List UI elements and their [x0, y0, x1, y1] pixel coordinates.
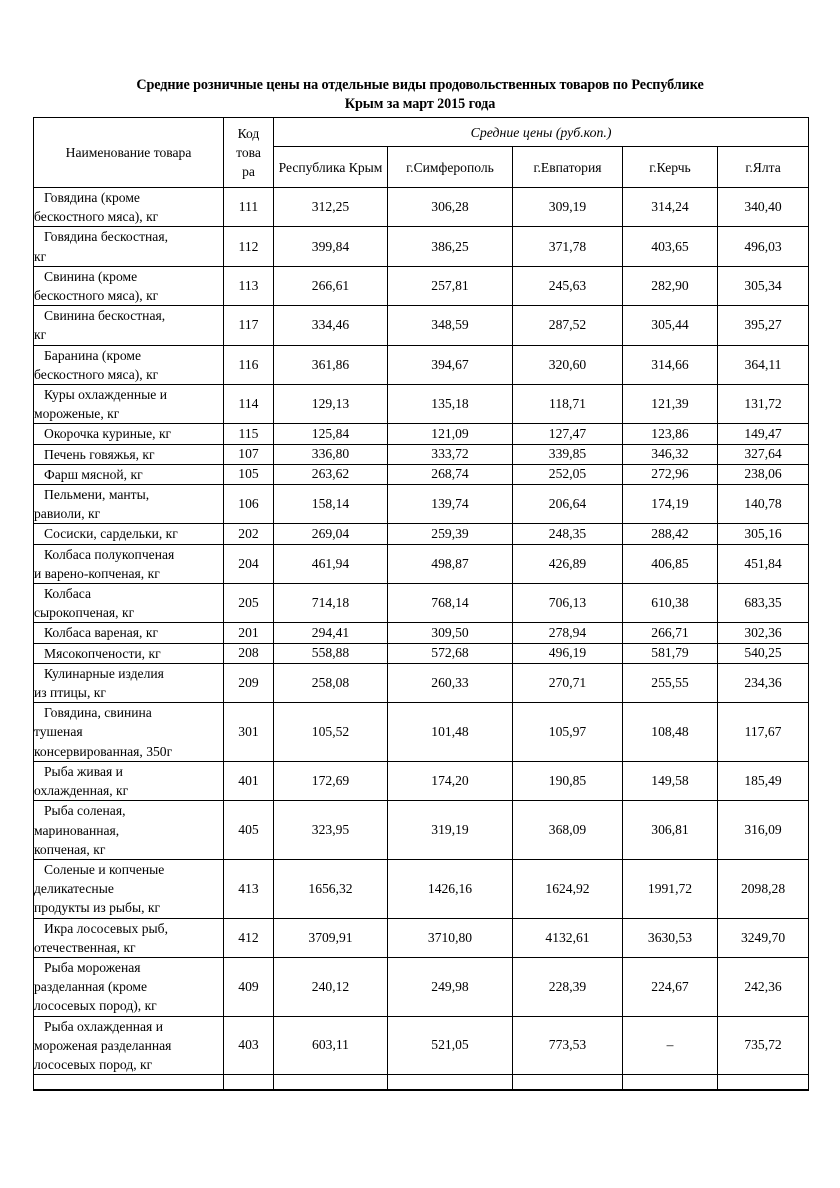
cell-price-evpatoria: 320,60	[513, 345, 623, 384]
product-name-line: Говядина, свинина	[44, 705, 152, 721]
cell-price-yalta: 305,34	[718, 266, 809, 305]
cell-product-code: 113	[224, 266, 274, 305]
cell-price-simferopol: 348,59	[388, 306, 513, 345]
cell-price-yalta: 305,16	[718, 524, 809, 544]
cell-price-yalta: 238,06	[718, 464, 809, 484]
cell-product-name	[34, 227, 224, 266]
table-row	[34, 544, 809, 583]
cell-price-evpatoria: 206,64	[513, 485, 623, 524]
cell-product-code: 409	[224, 957, 274, 1016]
cell-price-yalta: 395,27	[718, 306, 809, 345]
cell-price-kerch: 255,55	[623, 663, 718, 702]
cell-product-name	[34, 1016, 224, 1075]
cell-price-simferopol: 257,81	[388, 266, 513, 305]
cell-product-code: 116	[224, 345, 274, 384]
table-body	[34, 188, 809, 1091]
cell-price-kerch: 266,71	[623, 623, 718, 643]
cell-price-kerch: 610,38	[623, 584, 718, 623]
cell-price-kerch: 174,19	[623, 485, 718, 524]
cell-price-yalta: 451,84	[718, 544, 809, 583]
product-name-line: бескостного мяса), кг	[34, 209, 159, 225]
header-cell-city-simferopol: г.Симферополь	[388, 147, 513, 188]
code-line-1: Код	[237, 126, 260, 141]
header-row-top	[34, 118, 809, 147]
cell-product-name	[34, 464, 224, 484]
product-name-line: Мясокопчености, кг	[44, 645, 161, 661]
product-name-line: и варено-копченая, кг	[34, 565, 160, 581]
cell-product-code: 401	[224, 761, 274, 800]
cell-price-simferopol: 306,28	[388, 188, 513, 227]
table-row	[34, 188, 809, 227]
cell-price-yalta: 3249,70	[718, 918, 809, 957]
table-row	[34, 444, 809, 464]
table-row	[34, 663, 809, 702]
cell-price-evpatoria: 252,05	[513, 464, 623, 484]
cell-product-name	[34, 385, 224, 424]
product-name-line: разделанная (кроме	[34, 979, 148, 995]
cell-product-code: 205	[224, 584, 274, 623]
product-name-line: охлажденная, кг	[34, 783, 129, 799]
cell-product-name	[34, 801, 224, 860]
cell-price-crimea: 266,61	[274, 266, 388, 305]
product-name-line: Фарш мясной, кг	[44, 466, 143, 482]
product-name-line: лососевых пород, кг	[34, 1056, 153, 1072]
product-name-line: равиоли, кг	[34, 506, 101, 522]
table-row	[34, 957, 809, 1016]
cell-product-code: 114	[224, 385, 274, 424]
cell-price-crimea: 361,86	[274, 345, 388, 384]
cell-product-name	[34, 918, 224, 957]
table-row	[34, 524, 809, 544]
product-name-line: мороженая разделанная	[34, 1037, 172, 1053]
cell-price-crimea: 1656,32	[274, 859, 388, 918]
cell-price-crimea: 294,41	[274, 623, 388, 643]
table-row	[34, 306, 809, 345]
table-bottom-spacer	[34, 1075, 809, 1091]
table-row	[34, 703, 809, 762]
product-name-line: Рыба мороженая	[44, 959, 141, 975]
cell-product-name	[34, 957, 224, 1016]
cell-price-simferopol: 498,87	[388, 544, 513, 583]
cell-price-yalta: 540,25	[718, 643, 809, 663]
cell-price-kerch: 403,65	[623, 227, 718, 266]
product-name-line: Баранина (кроме	[44, 347, 142, 363]
cell-price-crimea: 105,52	[274, 703, 388, 762]
spacer-cell	[718, 1075, 809, 1091]
cell-product-code: 209	[224, 663, 274, 702]
cell-price-kerch: –	[623, 1016, 718, 1075]
cell-price-evpatoria: 270,71	[513, 663, 623, 702]
spacer-cell	[513, 1075, 623, 1091]
cell-price-evpatoria: 426,89	[513, 544, 623, 583]
cell-price-yalta: 316,09	[718, 801, 809, 860]
cell-price-simferopol: 268,74	[388, 464, 513, 484]
cell-price-kerch: 406,85	[623, 544, 718, 583]
product-name-line: продукты из рыбы, кг	[34, 900, 161, 916]
cell-price-crimea: 258,08	[274, 663, 388, 702]
cell-price-crimea: 158,14	[274, 485, 388, 524]
cell-price-yalta: 234,36	[718, 663, 809, 702]
cell-product-code: 201	[224, 623, 274, 643]
product-name-line: Кулинарные изделия	[44, 665, 164, 681]
cell-product-code: 412	[224, 918, 274, 957]
product-name-line: деликатесные	[34, 881, 114, 897]
product-name-line: Говядина бескостная,	[44, 229, 168, 245]
cell-price-yalta: 117,67	[718, 703, 809, 762]
cell-product-code: 204	[224, 544, 274, 583]
table-row	[34, 859, 809, 918]
product-name-line: кг	[34, 248, 47, 264]
cell-price-evpatoria: 127,47	[513, 424, 623, 444]
cell-price-evpatoria: 245,63	[513, 266, 623, 305]
cell-price-yalta: 340,40	[718, 188, 809, 227]
product-name-line: Пельмени, манты,	[44, 487, 150, 503]
cell-price-yalta: 185,49	[718, 761, 809, 800]
cell-product-name	[34, 761, 224, 800]
table-row	[34, 623, 809, 643]
cell-price-kerch: 282,90	[623, 266, 718, 305]
cell-price-yalta: 364,11	[718, 345, 809, 384]
cell-price-evpatoria: 105,97	[513, 703, 623, 762]
cell-price-evpatoria: 287,52	[513, 306, 623, 345]
spacer-cell	[623, 1075, 718, 1091]
cell-product-name	[34, 703, 224, 762]
table-row	[34, 345, 809, 384]
cell-price-simferopol: 309,50	[388, 623, 513, 643]
product-name-line: из птицы, кг	[34, 685, 106, 701]
cell-price-yalta: 140,78	[718, 485, 809, 524]
table-row	[34, 761, 809, 800]
cell-product-name	[34, 266, 224, 305]
product-name-line: Печень говяжья, кг	[44, 446, 155, 462]
price-table	[33, 117, 809, 1091]
cell-price-simferopol: 135,18	[388, 385, 513, 424]
cell-price-evpatoria: 496,19	[513, 643, 623, 663]
product-name-line: кг	[34, 327, 47, 343]
cell-product-code: 105	[224, 464, 274, 484]
cell-price-yalta: 735,72	[718, 1016, 809, 1075]
header-cell-city-kerch: г.Керчь	[623, 147, 718, 188]
cell-price-kerch: 224,67	[623, 957, 718, 1016]
cell-price-kerch: 581,79	[623, 643, 718, 663]
product-name-line: бескостного мяса), кг	[34, 288, 159, 304]
spacer-cell	[34, 1075, 224, 1091]
cell-price-evpatoria: 339,85	[513, 444, 623, 464]
product-name-line: лососевых пород), кг	[34, 998, 157, 1014]
cell-price-kerch: 272,96	[623, 464, 718, 484]
table-row	[34, 385, 809, 424]
cell-price-kerch: 149,58	[623, 761, 718, 800]
product-name-line: Куры охлажденные и	[44, 387, 167, 403]
cell-price-kerch: 314,66	[623, 345, 718, 384]
cell-price-simferopol: 3710,80	[388, 918, 513, 957]
cell-price-evpatoria: 371,78	[513, 227, 623, 266]
code-line-3: ра	[242, 164, 255, 179]
cell-product-code: 413	[224, 859, 274, 918]
cell-price-simferopol: 572,68	[388, 643, 513, 663]
table-row	[34, 227, 809, 266]
table-header	[34, 118, 809, 188]
cell-price-yalta: 131,72	[718, 385, 809, 424]
header-cell-city-yalta: г.Ялта	[718, 147, 809, 188]
cell-price-evpatoria: 228,39	[513, 957, 623, 1016]
spacer-cell	[224, 1075, 274, 1091]
cell-price-crimea: 240,12	[274, 957, 388, 1016]
cell-price-kerch: 305,44	[623, 306, 718, 345]
header-cell-product-code	[224, 118, 274, 188]
cell-price-evpatoria: 773,53	[513, 1016, 623, 1075]
cell-price-crimea: 334,46	[274, 306, 388, 345]
cell-product-code: 405	[224, 801, 274, 860]
cell-price-evpatoria: 190,85	[513, 761, 623, 800]
cell-product-code: 107	[224, 444, 274, 464]
cell-price-crimea: 336,80	[274, 444, 388, 464]
cell-price-evpatoria: 309,19	[513, 188, 623, 227]
cell-price-crimea: 3709,91	[274, 918, 388, 957]
cell-price-evpatoria: 4132,61	[513, 918, 623, 957]
cell-price-crimea: 323,95	[274, 801, 388, 860]
product-name-line: Колбаса	[44, 586, 91, 602]
title-line-2: Республике Крым за март 2015 года	[344, 77, 704, 112]
product-name-line: мороженые, кг	[34, 406, 120, 422]
cell-price-simferopol: 260,33	[388, 663, 513, 702]
cell-product-code: 111	[224, 188, 274, 227]
cell-price-yalta: 683,35	[718, 584, 809, 623]
product-name-line: Икра лососевых рыб,	[44, 920, 168, 936]
cell-price-simferopol: 521,05	[388, 1016, 513, 1075]
cell-price-simferopol: 394,67	[388, 345, 513, 384]
cell-product-name	[34, 188, 224, 227]
cell-price-kerch: 314,24	[623, 188, 718, 227]
cell-price-yalta: 2098,28	[718, 859, 809, 918]
table-row	[34, 643, 809, 663]
cell-price-yalta: 242,36	[718, 957, 809, 1016]
cell-product-name	[34, 444, 224, 464]
table-row	[34, 801, 809, 860]
cell-product-name	[34, 524, 224, 544]
cell-price-simferopol: 1426,16	[388, 859, 513, 918]
table-row	[34, 464, 809, 484]
cell-price-evpatoria: 706,13	[513, 584, 623, 623]
cell-price-crimea: 263,62	[274, 464, 388, 484]
cell-price-simferopol: 174,20	[388, 761, 513, 800]
cell-price-simferopol: 386,25	[388, 227, 513, 266]
cell-price-simferopol: 333,72	[388, 444, 513, 464]
cell-product-name	[34, 544, 224, 583]
cell-price-crimea: 312,25	[274, 188, 388, 227]
cell-product-code: 403	[224, 1016, 274, 1075]
cell-price-crimea: 129,13	[274, 385, 388, 424]
cell-price-simferopol: 101,48	[388, 703, 513, 762]
cell-price-crimea: 558,88	[274, 643, 388, 663]
cell-price-kerch: 3630,53	[623, 918, 718, 957]
product-name-line: Колбаса вареная, кг	[44, 625, 159, 641]
page-title	[118, 76, 722, 114]
cell-price-simferopol: 121,09	[388, 424, 513, 444]
cell-product-name	[34, 859, 224, 918]
cell-product-code: 112	[224, 227, 274, 266]
cell-price-kerch: 306,81	[623, 801, 718, 860]
product-name-line: консервированная, 350г	[34, 743, 173, 759]
cell-price-yalta: 496,03	[718, 227, 809, 266]
cell-price-crimea: 125,84	[274, 424, 388, 444]
cell-price-evpatoria: 248,35	[513, 524, 623, 544]
cell-price-simferopol: 319,19	[388, 801, 513, 860]
product-name-line: Рыба живая и	[44, 763, 123, 779]
cell-price-crimea: 172,69	[274, 761, 388, 800]
cell-price-kerch: 108,48	[623, 703, 718, 762]
cell-product-code: 115	[224, 424, 274, 444]
cell-price-crimea: 714,18	[274, 584, 388, 623]
title-line-1: Средние розничные цены на отдельные виды продовольственных товаров по	[136, 77, 628, 93]
header-cell-average-prices: Средние цены (руб.коп.)	[274, 118, 809, 147]
cell-price-yalta: 302,36	[718, 623, 809, 643]
code-line-2: това	[236, 145, 261, 160]
product-name-line: Рыба охлажденная и	[44, 1018, 163, 1034]
product-name-line: сырокопченая, кг	[34, 605, 135, 621]
cell-price-crimea: 269,04	[274, 524, 388, 544]
product-name-line: копченая, кг	[34, 841, 106, 857]
cell-price-simferopol: 768,14	[388, 584, 513, 623]
product-name-line: Рыба соленая,	[44, 803, 126, 819]
cell-product-code: 117	[224, 306, 274, 345]
product-name-line: маринованная,	[34, 822, 120, 838]
table-row	[34, 485, 809, 524]
cell-price-evpatoria: 368,09	[513, 801, 623, 860]
cell-price-evpatoria: 1624,92	[513, 859, 623, 918]
cell-price-simferopol: 259,39	[388, 524, 513, 544]
cell-price-simferopol: 139,74	[388, 485, 513, 524]
cell-product-code: 301	[224, 703, 274, 762]
cell-product-code: 106	[224, 485, 274, 524]
cell-product-name	[34, 584, 224, 623]
cell-price-kerch: 288,42	[623, 524, 718, 544]
product-name-line: Свинина бескостная,	[44, 308, 166, 324]
cell-price-kerch: 123,86	[623, 424, 718, 444]
cell-product-name	[34, 663, 224, 702]
cell-price-kerch: 1991,72	[623, 859, 718, 918]
table-row	[34, 584, 809, 623]
cell-price-yalta: 327,64	[718, 444, 809, 464]
product-name-line: тушеная	[34, 724, 83, 740]
cell-product-name	[34, 643, 224, 663]
header-cell-city-evpatoria: г.Евпатория	[513, 147, 623, 188]
cell-product-name	[34, 485, 224, 524]
table-row	[34, 918, 809, 957]
product-name-line: Окорочка куриные, кг	[44, 426, 172, 442]
header-cell-city-crimea: Республика Крым	[274, 147, 388, 188]
product-name-line: Колбаса полукопченая	[44, 546, 175, 562]
cell-product-name	[34, 306, 224, 345]
cell-product-name	[34, 623, 224, 643]
table-row	[34, 1016, 809, 1075]
product-name-line: Сосиски, сардельки, кг	[44, 526, 178, 542]
header-cell-product-name: Наименование товара	[34, 118, 224, 188]
spacer-cell	[274, 1075, 388, 1091]
cell-price-kerch: 121,39	[623, 385, 718, 424]
product-name-line: Свинина (кроме	[44, 268, 138, 284]
cell-product-name	[34, 424, 224, 444]
cell-price-kerch: 346,32	[623, 444, 718, 464]
cell-price-crimea: 603,11	[274, 1016, 388, 1075]
cell-price-evpatoria: 118,71	[513, 385, 623, 424]
product-name-line: Говядина (кроме	[44, 190, 140, 205]
cell-product-code: 202	[224, 524, 274, 544]
cell-price-crimea: 461,94	[274, 544, 388, 583]
cell-price-evpatoria: 278,94	[513, 623, 623, 643]
spacer-cell	[388, 1075, 513, 1091]
table-row	[34, 266, 809, 305]
cell-product-code: 208	[224, 643, 274, 663]
table-row	[34, 424, 809, 444]
cell-price-yalta: 149,47	[718, 424, 809, 444]
cell-product-name	[34, 345, 224, 384]
product-name-line: отечественная, кг	[34, 939, 136, 955]
cell-price-simferopol: 249,98	[388, 957, 513, 1016]
cell-price-crimea: 399,84	[274, 227, 388, 266]
product-name-line: Соленые и копченые	[44, 861, 165, 877]
product-name-line: бескостного мяса), кг	[34, 366, 159, 382]
